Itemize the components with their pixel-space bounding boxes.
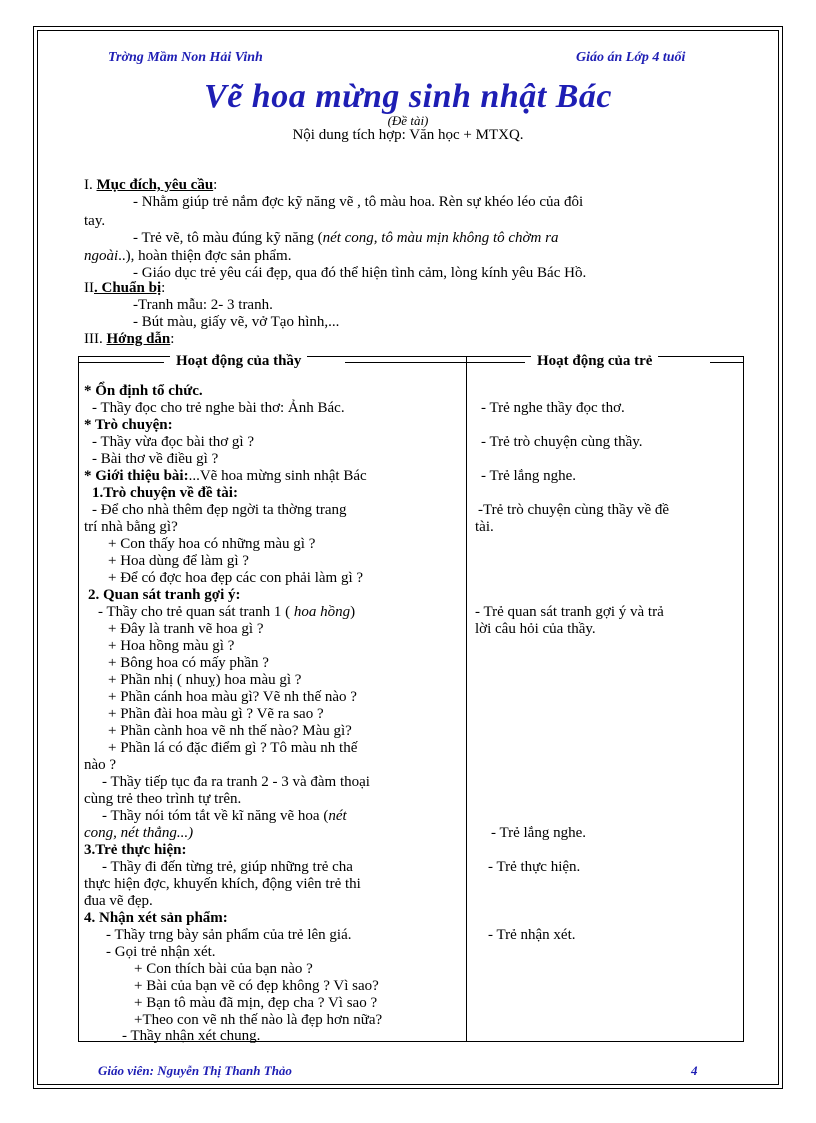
teacher-line: 3.Trẻ thực hiện:	[84, 842, 187, 858]
teacher-line: +Theo con vẽ nh thế nào là đẹp hơn nữa?	[134, 1012, 383, 1028]
table-header-rule	[710, 362, 744, 363]
page-subtitle: (Đề tài)	[387, 113, 429, 128]
teacher-line: + Đây là tranh vẽ hoa gì ?	[108, 621, 264, 637]
teacher-line: + Hoa hồng màu gì ?	[108, 638, 235, 654]
section1-line: - Nhằm giúp trẻ nắm đợc kỹ năng vẽ , tô màu hoa. Rèn sự khéo léo của đôi	[133, 194, 584, 210]
teacher-line: - Thầy đọc cho trẻ nghe bài thơ: Ảnh Bác.	[92, 400, 345, 416]
header-lesson-type: Giáo án Lớp 4 tuổi	[576, 50, 686, 65]
child-line: - Trẻ lắng nghe.	[481, 468, 576, 484]
teacher-line: nào ?	[84, 757, 117, 773]
section1-line: - Giáo dục trẻ yêu cái đẹp, qua đó thể hiện tình cảm, lòng kính yêu Bác Hồ.	[133, 265, 587, 281]
child-line: lời câu hỏi của thầy.	[475, 621, 596, 637]
table-header-rule	[78, 362, 164, 363]
teacher-line: + Con thấy hoa có những màu gì ?	[108, 536, 316, 552]
teacher-line: - Để cho nhà thêm đẹp ngời ta thờng trang	[92, 502, 347, 518]
section1-line: - Trẻ vẽ, tô màu đúng kỹ năng (nét cong, tô màu mịn không tô chờm ra	[133, 230, 559, 246]
teacher-line: - Thầy đi đến từng trẻ, giúp những trẻ cha	[102, 859, 353, 875]
teacher-line: cong, nét thẳng...)	[84, 825, 194, 841]
teacher-line: 2. Quan sát tranh gợi ý:	[88, 587, 241, 603]
teacher-line: + Con thích bài của bạn nào ?	[134, 961, 313, 977]
section1-line: ngoài..), hoàn thiện đợc sản phẩm.	[84, 248, 292, 264]
teacher-line: + Bạn tô màu đã mịn, đẹp cha ? Vì sao ?	[134, 995, 378, 1011]
footer-teacher: Giáo viên: Nguyễn Thị Thanh Thảo	[98, 1063, 292, 1078]
teacher-line: - Bài thơ về điều gì ?	[92, 451, 219, 467]
table-header-rule	[345, 362, 525, 363]
teacher-line: + Hoa dùng để làm gì ?	[108, 553, 249, 569]
teacher-line: 4. Nhận xét sản phẩm:	[84, 910, 228, 926]
teacher-line: đua vẽ đẹp.	[84, 893, 153, 909]
section2-line: - Bút màu, giấy vẽ, vở Tạo hình,...	[133, 314, 340, 330]
teacher-line: - Thầy nhận xét chung.	[122, 1028, 261, 1044]
integration-note: Nội dung tích hợp: Văn học + MTXQ.	[292, 127, 524, 143]
teacher-line: + Để có đợc hoa đẹp các con phải làm gì ?	[108, 570, 364, 586]
teacher-line: * Trò chuyện:	[84, 417, 173, 433]
teacher-line: - Thầy trng bày sản phẩm của trẻ lên giá.	[106, 927, 352, 943]
teacher-line: - Thầy cho trẻ quan sát tranh 1 ( hoa hồng)	[98, 604, 356, 620]
child-column-header: Hoạt động của trẻ	[531, 353, 658, 370]
teacher-line: + Phần cánh hoa màu gì? Vẽ nh thế nào ?	[108, 689, 357, 705]
child-line: - Trẻ thực hiện.	[488, 859, 581, 875]
child-line: - Trẻ nhận xét.	[488, 927, 576, 943]
section2-heading: II. Chuẩn bị:	[84, 280, 166, 296]
teacher-line: + Phần lá có đặc điểm gì ? Tô màu nh thế	[108, 740, 358, 756]
table-column-divider	[466, 356, 467, 1042]
teacher-line: + Phần nhị ( nhuỵ) hoa màu gì ?	[108, 672, 302, 688]
teacher-line: 1.Trò chuyện về đề tài:	[92, 485, 238, 501]
child-line: -Trẻ trò chuyện cùng thầy về đề	[478, 502, 670, 518]
teacher-line: * Giới thiệu bài:...Vẽ hoa mừng sinh nhật Bác	[84, 468, 367, 484]
teacher-line: - Thầy vừa đọc bài thơ gì ?	[92, 434, 254, 450]
child-line: tài.	[475, 519, 494, 535]
teacher-line: + Phần đài hoa màu gì ? Vẽ ra sao ?	[108, 706, 324, 722]
teacher-line: + Bài của bạn vẽ có đẹp không ? Vì sao?	[134, 978, 379, 994]
teacher-line: * Ổn định tổ chức.	[84, 383, 203, 399]
section1-heading: I. Mục đích, yêu cầu:	[84, 177, 218, 193]
child-line: - Trẻ nghe thầy đọc thơ.	[481, 400, 625, 416]
child-line: - Trẻ trò chuyện cùng thầy.	[481, 434, 643, 450]
teacher-line: cùng trẻ theo trình tự trên.	[84, 791, 242, 807]
section2-line: -Tranh mẫu: 2- 3 tranh.	[133, 297, 273, 313]
teacher-line: + Phần cành hoa vẽ nh thế nào? Màu gì?	[108, 723, 352, 739]
teacher-line: - Thầy nói tóm tắt về kĩ năng vẽ hoa (nét	[102, 808, 347, 824]
footer-page-number: 4	[691, 1063, 698, 1078]
teacher-line: - Thầy tiếp tục đa ra tranh 2 - 3 và đàm thoại	[102, 774, 370, 790]
teacher-column-header: Hoạt động của thầy	[170, 353, 307, 370]
teacher-line: thực hiện đợc, khuyến khích, động viên trẻ thi	[84, 876, 361, 892]
section3-heading: III. Hớng dẫn:	[84, 331, 175, 347]
section1-line: tay.	[84, 213, 106, 229]
teacher-line: - Gọi trẻ nhận xét.	[106, 944, 216, 960]
child-line: - Trẻ lắng nghe.	[491, 825, 586, 841]
page-title: Vẽ hoa mừng sinh nhật Bác	[204, 78, 612, 115]
header-school: Trờng Mầm Non Hải Vinh	[108, 50, 263, 65]
child-line: - Trẻ quan sát tranh gợi ý và trả	[475, 604, 664, 620]
teacher-line: trí nhà bằng gì?	[84, 519, 178, 535]
teacher-line: + Bông hoa có mấy phần ?	[108, 655, 269, 671]
